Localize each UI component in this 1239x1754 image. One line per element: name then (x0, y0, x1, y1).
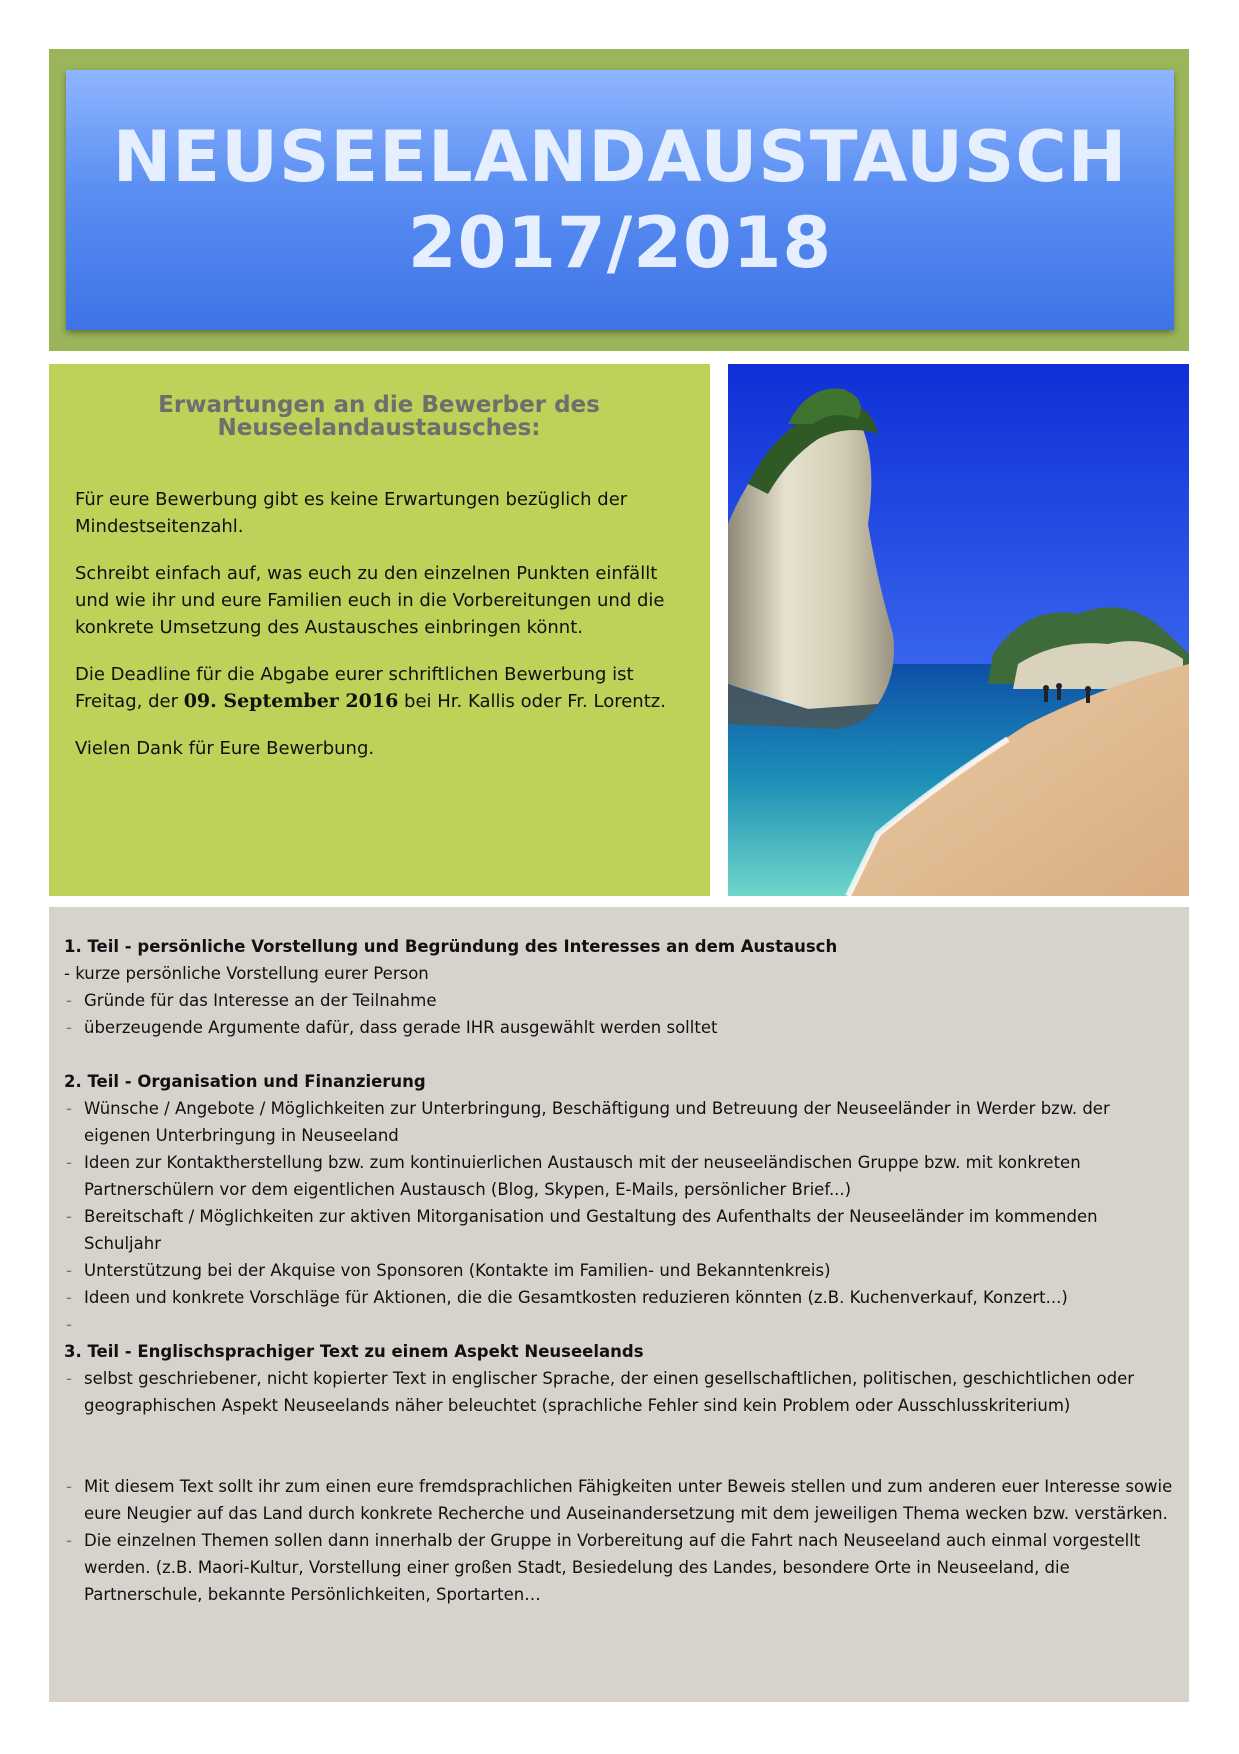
list-item: - Bereitschaft / Möglichkeiten zur aktiven Mitorganisation und Gestaltung des Aufenthalts der Neuseeländer im kommenden Schuljahr (64, 1203, 1174, 1257)
expectations-heading-line2: Neuseelandaustausches: (217, 415, 541, 441)
beach-rock-illustration (728, 364, 1189, 896)
deadline-text: Die Deadline für die Abgabe eurer schriftlichen Bewerbung ist Freitag, der (75, 664, 634, 712)
list-item: - kurze persönliche Vorstellung eurer Person (64, 964, 429, 983)
thanks-paragraph: Vielen Dank für Eure Bewerbung. (75, 738, 375, 759)
list-item: - Unterstützung bei der Akquise von Sponsoren (Kontakte im Familien- und Bekanntenkreis) (64, 1257, 1174, 1284)
application-parts-panel (49, 907, 1189, 1702)
list-item: - selbst geschriebener, nicht kopierter Text in englischer Sprache, der einen gesellschaftlichen, politischen, geschichtlichen oder geographischen Aspekt Neuseelands näher beleuchtet (sprachliche Fehler sind kein Problem oder Ausschlusskriterium) (64, 1365, 1174, 1419)
empty-list-item (64, 1311, 1174, 1338)
section-title-part1: 1. Teil - persönliche Vorstellung und Begründung des Interesses an dem Austausch (64, 937, 838, 956)
page-title-year: 2017/2018 (407, 202, 833, 284)
section-title-part2: 2. Teil - Organisation und Finanzierung (64, 1072, 426, 1091)
list-item: - Wünsche / Angebote / Möglichkeiten zur Unterbringung, Beschäftigung und Betreuung der Neuseeländer in Werder bzw. der eigenen Unterbringung in Neuseeland (64, 1095, 1174, 1149)
list-item: - Gründe für das Interesse an der Teilnahme (64, 987, 1174, 1014)
deadline-date: 09. September 2016 (183, 690, 399, 712)
list-item: - Mit diesem Text sollt ihr zum einen eure fremdsprachlichen Fähigkeiten unter Beweis stellen und zum anderen euer Interesse sowie eure Neugier auf das Land durch konkrete Recherche und Auseinandersetzung mit dem jeweiligen Thema wecken bzw. verstärken. (64, 1473, 1174, 1527)
expectations-text (75, 486, 675, 782)
list-item: - Die einzelnen Themen sollen dann innerhalb der Gruppe in Vorbereitung auf die Fahrt nach Neuseeland auch einmal vorgestellt werden. (z.B. Maori-Kultur, Vorstellung einer großen Stadt, Besiedelung des Landes, besondere Orte in Neuseeland, die Partnerschule, bekannte Persönlichkeiten, Sportarten… (64, 1527, 1174, 1608)
page-title: NEUSEELANDAUSTAUSCH (112, 116, 1128, 198)
expectations-heading (139, 394, 619, 440)
section-title-part3: 3. Teil - Englischsprachiger Text zu einem Aspekt Neuseelands (64, 1342, 644, 1361)
list-item: - überzeugende Argumente dafür, dass gerade IHR ausgewählt werden solltet (64, 1014, 1174, 1041)
deadline-contact: bei Hr. Kallis oder Fr. Lorentz. (398, 691, 666, 712)
list-item: - Ideen zur Kontaktherstellung bzw. zum kontinuierlichen Austausch mit der neuseeländischen Gruppe bzw. mit konkreten Partnerschülern vor dem eigentlichen Austausch (Blog, Skypen, E-Mails, persönlicher Brief...) (64, 1149, 1174, 1203)
expectations-heading-line1: Erwartungen an die Bewerber des (158, 392, 600, 418)
application-parts (64, 933, 1174, 1608)
list-item: - Ideen und konkrete Vorschläge für Aktionen, die die Gesamtkosten reduzieren könnten (z.B. Kuchenverkauf, Konzert...) (64, 1284, 1174, 1311)
beach-rock-photo (728, 364, 1189, 896)
expectations-paragraph: Schreibt einfach auf, was euch zu den einzelnen Punkten einfällt und wie ihr und eure Familien euch in die Vorbereitungen und die konkrete Umsetzung des Austausches einbringen könnt. (75, 563, 665, 638)
deadline-paragraph (75, 661, 675, 715)
header-banner (66, 70, 1174, 330)
expectations-paragraph: Für eure Bewerbung gibt es keine Erwartungen bezüglich der Mindestseitenzahl. (75, 489, 628, 537)
expectations-panel (49, 364, 710, 896)
